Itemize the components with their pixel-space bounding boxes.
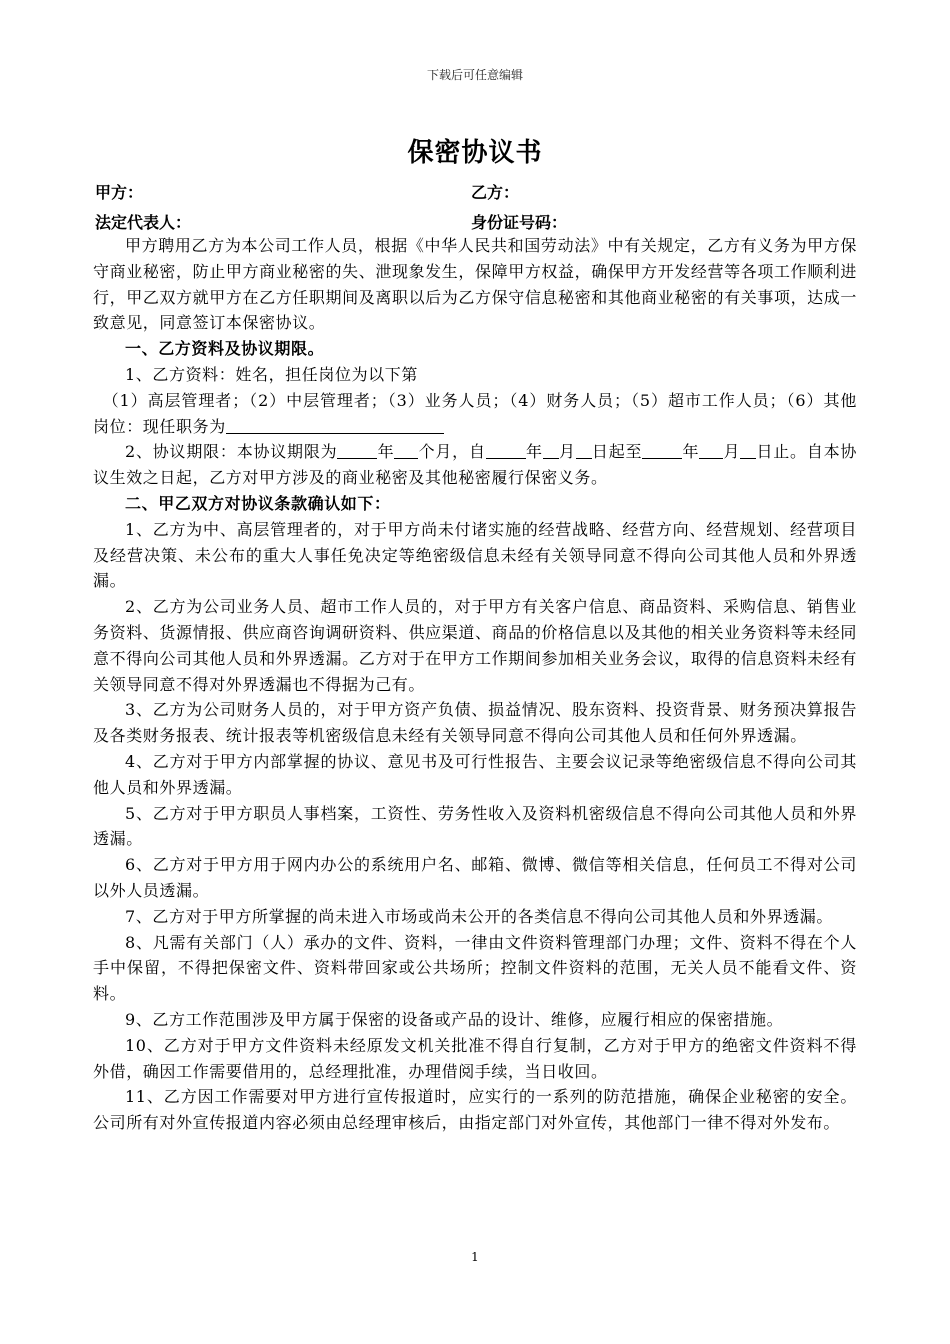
- start-year-blank: [486, 442, 526, 459]
- section-1-item-1-options: [93, 388, 857, 440]
- clause-paragraph: 8、凡需有关部门（人）承办的文件、资料，一律由文件资料管理部门办理；文件、资料不得在个人手中保留，不得把保密文件、资料带回家或公共场所；控制文件资料的范围，无关人员不能看文件、资料。: [93, 932, 857, 1004]
- end-day-blank: [740, 442, 756, 459]
- clause-paragraph: 11、乙方因工作需要对甲方进行宣传报道时，应实行的一系列的防范措施，确保企业秘密的安全。公司所有对外宣传报道内容必须由总经理审核后，由指定部门对外宣传，其他部门一律不得对外发布。: [93, 1087, 857, 1133]
- legal-rep-label: 法定代表人：: [95, 213, 192, 232]
- month-label: 月: [558, 442, 576, 462]
- day-until-label: 日起至: [591, 442, 643, 462]
- party-b-label: 乙方：: [471, 183, 520, 202]
- term-months-blank: [394, 442, 418, 459]
- term-effect-text: 日止。自本协议生效之日起，乙方对甲方涉及的商业秘密及其他秘密履行保密义务。: [93, 442, 857, 488]
- month-from-label: 个月，自: [418, 442, 486, 462]
- clause-paragraph: 1、乙方为中、高层管理者的，对于甲方尚未付诸实施的经营战略、经营方向、经营规划、经营项目及经营决策、未公布的重大人事任免决定等绝密级信息未经有关领导同意不得向公司其他人员和外界透漏。: [93, 519, 857, 591]
- section-1-heading: 一、乙方资料及协议期限。: [125, 339, 325, 359]
- clause-paragraph: 7、乙方对于甲方所掌握的尚未进入市场或尚未公开的各类信息不得向公司其他人员和外界透漏。: [125, 906, 833, 926]
- start-month-blank: [543, 442, 559, 459]
- id-number-label: 身份证号码：: [471, 213, 568, 232]
- page-number: 1: [471, 1250, 479, 1264]
- clause-paragraph: 6、乙方对于甲方用于网内办公的系统用户名、邮箱、微博、微信等相关信息，任何员工不得对公司以外人员透漏。: [93, 855, 857, 900]
- year-label: 年: [377, 442, 395, 462]
- agreement-body: [93, 233, 857, 1136]
- year-label: 年: [525, 442, 543, 462]
- clause-paragraph: 2、乙方为公司业务人员、超市工作人员的，对于甲方有关客户信息、商品资料、采购信息、销售业务资料、货源情报、供应商咨询调研资料、供应渠道、商品的价格信息以及其他的相关业务资料等未经同意不得向公司其他人员和外界透漏。乙方对于在甲方工作期间参加相关业务会议，取得的信息资料未经有关领导同意不得对外界透漏也不得据为己有。: [93, 597, 857, 694]
- current-position-blank: [226, 417, 444, 434]
- end-month-blank: [699, 442, 723, 459]
- section-2-heading: 二、甲乙双方对协议条款确认如下：: [125, 493, 391, 513]
- clause-paragraph: 4、乙方对于甲方内部掌握的协议、意见书及可行性报告、主要会议记录等绝密级信息不得向公司其他人员和外界透漏。: [93, 751, 857, 797]
- section-1-item-2: [93, 439, 857, 491]
- term-years-blank: [337, 442, 377, 459]
- year-label: 年: [682, 442, 700, 462]
- party-a-label: 甲方：: [95, 183, 144, 202]
- position-options-text: （1）高层管理者；（2）中层管理者；（3）业务人员；（4）财务人员；（5）超市工作人员；（6）其他岗位：现任职务为: [93, 390, 857, 436]
- section-1-item-1: 1、乙方资料：姓名，担任岗位为以下第: [125, 364, 418, 384]
- clause-paragraph: 3、乙方为公司财务人员的，对于甲方资产负债、损益情况、股东资料、投资背景、财务预决算报告及各类财务报表、统计报表等机密级信息未经有关领导同意不得向公司其他人员和任何外界透漏。: [93, 700, 857, 746]
- header-note: 下载后可任意编辑: [426, 68, 523, 82]
- document-title: 保密协议书: [407, 138, 543, 168]
- end-year-blank: [642, 442, 682, 459]
- party-row-1: [95, 180, 855, 206]
- month-label: 月: [723, 442, 741, 462]
- clause-paragraph: 9、乙方工作范围涉及甲方属于保密的设备或产品的设计、维修，应履行相应的保密措施。: [125, 1009, 784, 1029]
- start-day-blank: [576, 442, 592, 459]
- clause-paragraph: 10、乙方对于甲方文件资料未经原发文机关批准不得自行复制，乙方对于甲方的绝密文件资料不得外借，确因工作需要借用的，总经理批准，办理借阅手续，当日收回。: [93, 1035, 857, 1081]
- intro-paragraph: 甲方聘用乙方为本公司工作人员，根据《中华人民共和国劳动法》中有关规定，乙方有义务为甲方保守商业秘密，防止甲方商业秘密的失、泄现象发生，保障甲方权益，确保甲方开发经营等各项工作顺利进行，甲乙双方就甲方在乙方任职期间及离职以后为乙方保守信息秘密和其他商业秘密的有关事项，达成一致意见，同意签订本保密协议。: [93, 236, 857, 333]
- term-text: 2、协议期限：本协议期限为: [125, 442, 338, 462]
- clause-paragraph: 5、乙方对于甲方职员人事档案，工资性、劳务性收入及资料机密级信息不得向公司其他人员和外界透漏。: [93, 803, 857, 849]
